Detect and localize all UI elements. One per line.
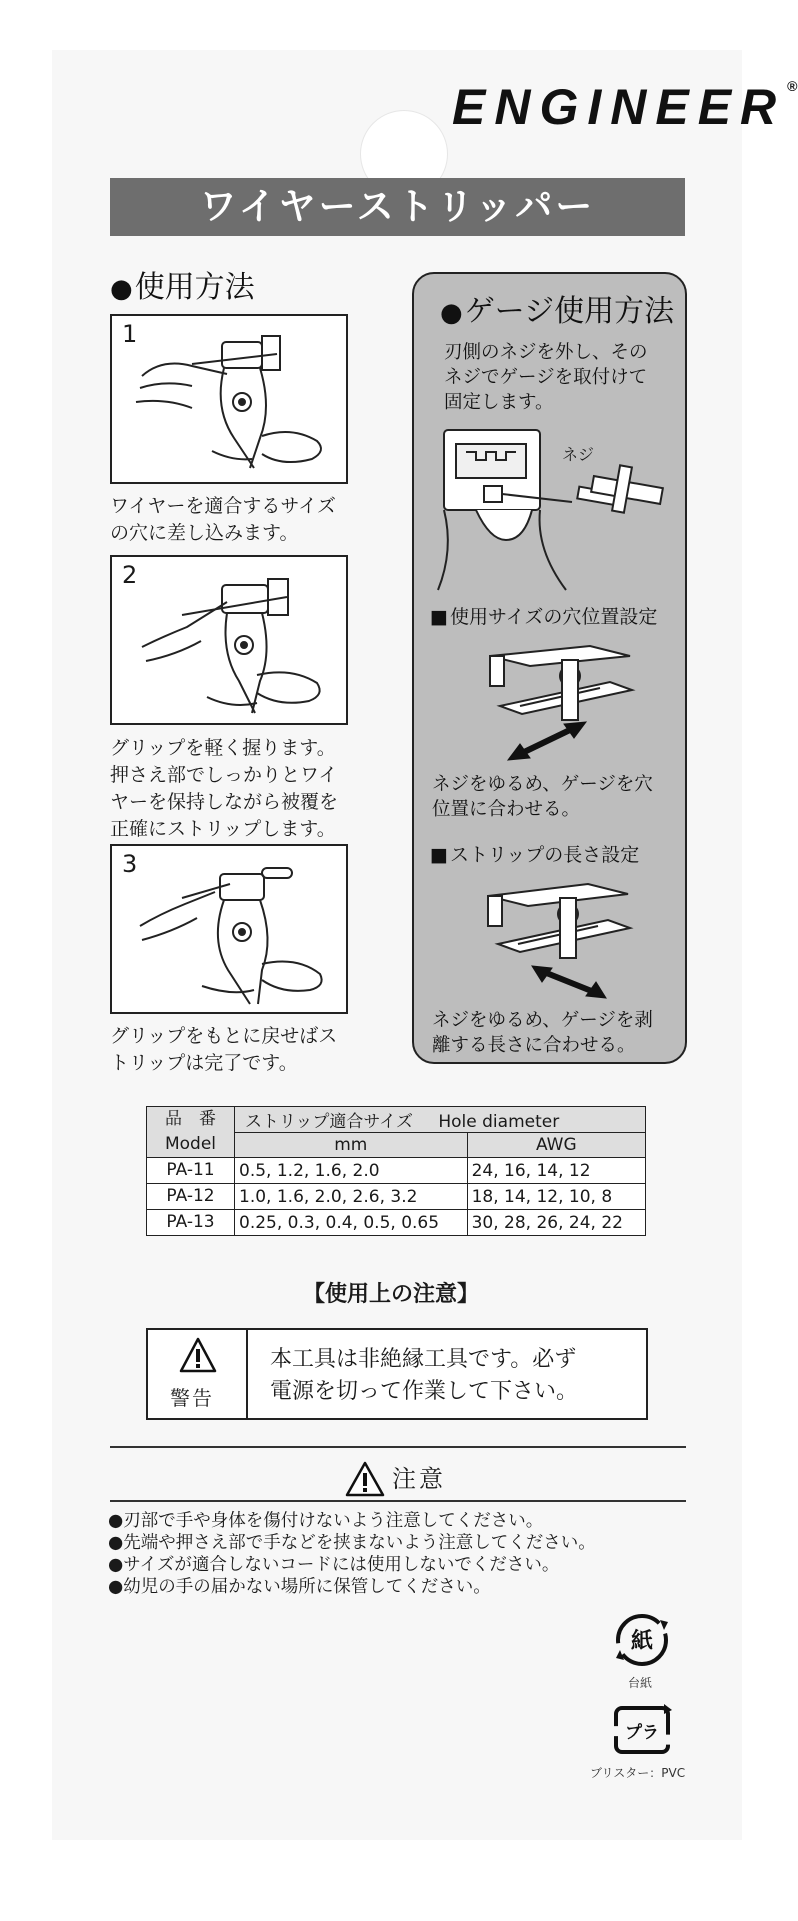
paper-recycle-icon — [612, 1610, 672, 1670]
brand-logo — [452, 78, 798, 136]
list-item: ●サイズが適合しないコードには使用しないでください。 — [108, 1555, 560, 1575]
caution-triangle-icon — [344, 1460, 386, 1498]
brand-name: ENGINEER — [452, 79, 786, 135]
gauge-length-adjust-illustration — [470, 872, 650, 1002]
step-3-line-2: トリップは完了です。 — [110, 1052, 298, 1074]
list-item: ●刃部で手や身体を傷付けないよう注意してください。 — [108, 1511, 544, 1531]
model-cell: PA-11 — [147, 1158, 235, 1184]
table-header-row — [147, 1107, 646, 1133]
step-3-illustration — [110, 844, 348, 1014]
size-header — [235, 1107, 646, 1133]
warning-symbol-cell — [148, 1330, 248, 1418]
gauge-intro-line-1: 刃側のネジを外し、その — [444, 342, 648, 363]
step-2-text — [110, 735, 338, 843]
list-item: ●先端や押さえ部で手などを挟まないよう注意してください。 — [108, 1533, 596, 1553]
registered-mark: ® — [787, 78, 798, 94]
divider — [110, 1446, 686, 1448]
step-1-line-1: ワイヤーを適合するサイズ — [110, 495, 336, 517]
plastic-label: ブリスター：PVC — [590, 1766, 686, 1780]
length-setting-title — [430, 840, 639, 867]
hole-setting-line-2: 位置に合わせる。 — [432, 799, 581, 820]
divider — [110, 1500, 686, 1502]
warning-line-1: 本工具は非絶縁工具です。必ず — [270, 1347, 577, 1372]
gauge-hole-adjust-illustration — [470, 636, 650, 766]
step-1-line-2: の穴に差し込みます。 — [110, 522, 299, 544]
awg-cell: 24, 16, 14, 12 — [467, 1158, 645, 1184]
hole-setting-title-text: 使用サイズの穴位置設定 — [449, 606, 658, 628]
step-3-text — [110, 1023, 337, 1077]
hand-release-grip-icon — [112, 846, 350, 1016]
step-2-line-4: 正確にストリップします。 — [110, 818, 336, 840]
gauge-heading-text: ゲージ使用方法 — [464, 294, 675, 329]
mm-cell: 0.5, 1.2, 1.6, 2.0 — [235, 1158, 468, 1184]
step-2-illustration — [110, 555, 348, 725]
notes-title: 注意 — [392, 1465, 446, 1493]
product-title: ワイヤーストリッパー — [110, 178, 685, 236]
hole-setting-text — [432, 772, 653, 822]
awg-cell: 30, 28, 26, 24, 22 — [467, 1210, 645, 1236]
warning-box — [146, 1328, 648, 1420]
model-header — [147, 1107, 235, 1158]
awg-cell: 18, 14, 12, 10, 8 — [467, 1184, 645, 1210]
square-bullet-icon: ■ — [430, 606, 448, 628]
table-row — [147, 1184, 646, 1210]
bullet-icon: ● — [110, 274, 133, 304]
paper-label: 台紙 — [628, 1676, 653, 1690]
hole-setting-line-1: ネジをゆるめ、ゲージを穴 — [432, 774, 653, 795]
warning-label: 警告 — [170, 1386, 214, 1410]
gauge-usage-panel — [412, 272, 687, 1064]
table-row — [147, 1210, 646, 1236]
warning-line-2: 電源を切って作業して下さい。 — [270, 1379, 579, 1404]
length-setting-line-1: ネジをゆるめ、ゲージを剥 — [432, 1010, 653, 1031]
awg-header: AWG — [467, 1133, 645, 1158]
gauge-intro-line-3: 固定します。 — [444, 392, 554, 413]
mm-cell: 1.0, 1.6, 2.0, 2.6, 3.2 — [235, 1184, 468, 1210]
model-cell: PA-12 — [147, 1184, 235, 1210]
table-row — [147, 1158, 646, 1184]
size-header-text: ストリップ適合サイズ — [245, 1112, 413, 1132]
warning-message — [270, 1344, 578, 1408]
model-header-jp: 品 番 — [165, 1109, 216, 1129]
plastic-recycle-icon — [610, 1700, 674, 1760]
gauge-heading — [440, 286, 674, 330]
usage-heading — [110, 262, 255, 306]
list-item: ●幼児の手の届かない場所に保管してください。 — [108, 1577, 491, 1597]
notes-list — [108, 1510, 596, 1598]
square-bullet-icon: ■ — [430, 844, 448, 866]
step-number: 3 — [122, 850, 138, 878]
step-3-line-1: グリップをもとに戻せばス — [110, 1025, 338, 1047]
precautions-title: 【使用上の注意】 — [303, 1282, 480, 1307]
spec-table — [146, 1106, 646, 1236]
bullet-icon: ● — [440, 298, 463, 328]
length-setting-title-text: ストリップの長さ設定 — [449, 844, 640, 866]
usage-heading-text: 使用方法 — [134, 270, 255, 305]
gauge-intro-line-2: ネジでゲージを取付けて — [444, 367, 648, 388]
step-2-line-1: グリップを軽く握ります。 — [110, 737, 336, 759]
length-setting-text — [432, 1008, 653, 1058]
hole-header-text: Hole diameter — [438, 1112, 560, 1132]
warning-triangle-icon — [178, 1336, 218, 1376]
model-cell: PA-13 — [147, 1210, 235, 1236]
step-2-line-3: ヤーを保持しながら被覆を — [110, 791, 339, 813]
hand-grip-stripper-icon — [112, 557, 350, 727]
mm-header: mm — [235, 1133, 468, 1158]
step-number: 1 — [122, 320, 138, 348]
paper-mark: 紙 — [630, 1629, 654, 1654]
step-1-illustration — [110, 314, 348, 484]
mm-cell: 0.25, 0.3, 0.4, 0.5, 0.65 — [235, 1210, 468, 1236]
model-header-en: Model — [164, 1134, 217, 1154]
step-1-text — [110, 493, 336, 547]
plastic-mark: プラ — [625, 1723, 659, 1743]
step-number: 2 — [122, 561, 138, 589]
hole-setting-title — [430, 602, 657, 629]
step-2-line-2: 押さえ部でしっかりとワイ — [110, 764, 338, 786]
gauge-mount-illustration — [432, 422, 672, 592]
screw-label: ネジ — [562, 445, 595, 464]
length-setting-line-2: 離する長さに合わせる。 — [432, 1035, 636, 1056]
hand-insert-wire-icon — [112, 316, 350, 486]
gauge-intro — [444, 340, 648, 415]
